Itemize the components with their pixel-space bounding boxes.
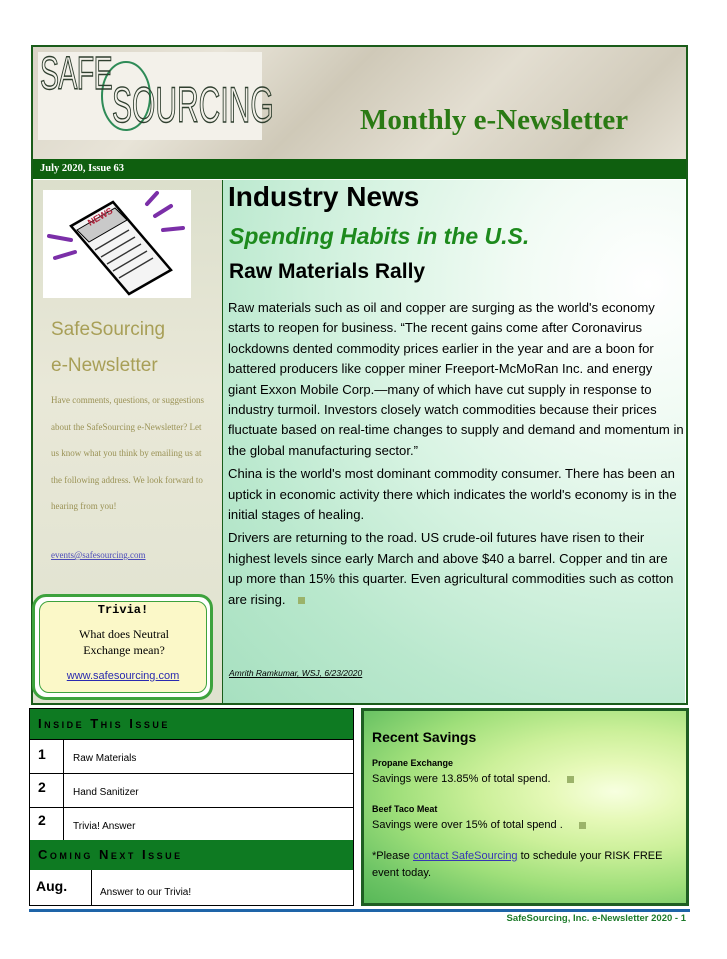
article-body bbox=[228, 298, 684, 613]
footer-rule bbox=[29, 909, 690, 912]
toc-page-number: 2 bbox=[38, 812, 46, 828]
newspaper-clipart bbox=[43, 190, 191, 298]
toc-item-label: Raw Materials bbox=[73, 753, 137, 764]
trivia-question: What does Neutral Exchange mean? bbox=[79, 627, 169, 657]
section-heading: Industry News bbox=[228, 181, 420, 212]
end-mark-icon bbox=[579, 822, 586, 829]
savings-note-prefix: *Please bbox=[372, 850, 413, 862]
savings-item-text bbox=[372, 773, 574, 785]
toc-item-label: Hand Sanitizer bbox=[73, 787, 139, 798]
end-mark-icon bbox=[567, 776, 574, 783]
trivia-title: Trivia! bbox=[97, 603, 149, 617]
toc-heading: Inside This Issue bbox=[30, 709, 353, 739]
toc-page-number: 1 bbox=[38, 746, 46, 762]
article-credit: Amrith Ramkumar, WSJ, 6/23/2020 bbox=[229, 668, 363, 678]
end-mark-icon bbox=[298, 597, 305, 604]
toc-item-label: Trivia! Answer bbox=[73, 821, 136, 832]
article-paragraph: Raw materials such as oil and copper are surging as the world's economy starts to reopen for business. “The recent gains come after Coronavirus lockdowns dented commodity prices earlier in the year and are a boon for battered producers like copper miner Freeport-McMoRan Inc. and energy giant Exxon Mobile Corp.—many of which have cut supply in response to industry turmoil. Investors closely watch commodities because their prices fluctuate based on real-time changes to supply and demand and momentum in the global manufacturing sector.” bbox=[228, 300, 684, 458]
savings-item-heading: Propane Exchange bbox=[372, 758, 454, 768]
newspaper-label: NEWS bbox=[86, 205, 115, 228]
toc-divider bbox=[63, 739, 64, 840]
savings-note bbox=[372, 848, 682, 882]
article-paragraph bbox=[228, 528, 684, 610]
issue-date-bar: July 2020, Issue 63 bbox=[33, 159, 686, 179]
toc-page-number: 2 bbox=[38, 779, 46, 795]
savings-note-suffix: to schedule your RISK FREE event today. bbox=[372, 850, 663, 879]
article-paragraph-text: Drivers are returning to the road. US crude-oil futures have risen to their highest levels since early March and above $40 a barrel. Copper and tin are up more than 15% this quarter. Even agricultural commodities such as cotton are rising. bbox=[228, 530, 674, 607]
savings-item-value: Savings were over 15% of total spend . bbox=[372, 819, 563, 831]
article-paragraph: China is the world's most dominant commodity consumer. There has been an uptick in economic activity there which indicates the world's economy is in the initial stages of healing. bbox=[228, 466, 677, 523]
coming-next-item: Answer to our Trivia! bbox=[100, 887, 192, 898]
savings-item-value: Savings were 13.85% of total spend. bbox=[372, 773, 551, 785]
sidebar-title-line2: e-Newsletter bbox=[51, 355, 158, 376]
savings-item-text bbox=[372, 819, 586, 831]
logo-sourcing-text: SOURCING bbox=[112, 77, 274, 133]
newspaper-icon bbox=[43, 190, 191, 298]
article-subtitle: Spending Habits in the U.S. bbox=[229, 223, 530, 249]
trivia-website-link[interactable]: www.safesourcing.com bbox=[66, 670, 180, 682]
contact-safesourcing-link[interactable]: contact SafeSourcing bbox=[412, 850, 518, 862]
coming-next-month: Aug. bbox=[36, 878, 68, 894]
sidebar-email-link[interactable]: events@safesourcing.com bbox=[51, 550, 146, 560]
sidebar-title-line1: SafeSourcing bbox=[51, 319, 166, 340]
savings-item-heading: Beef Taco Meat bbox=[372, 804, 438, 814]
sidebar-body-text: Have comments, questions, or suggestions about the SafeSourcing e-Newsletter? Let us know what you think by emailing us at the following address. We look forward to hearing from you! bbox=[51, 395, 204, 511]
article-headline: Raw Materials Rally bbox=[229, 260, 426, 283]
newsletter-title: Monthly e-Newsletter bbox=[360, 104, 629, 136]
coming-divider bbox=[91, 870, 92, 905]
logo-safe-text: SAFE bbox=[40, 47, 113, 99]
coming-next-issue-heading: Coming Next Issue bbox=[30, 840, 353, 870]
savings-title: Recent Savings bbox=[372, 729, 477, 745]
footer-text: SafeSourcing, Inc. e-Newsletter 2020 - 1 bbox=[506, 913, 686, 924]
